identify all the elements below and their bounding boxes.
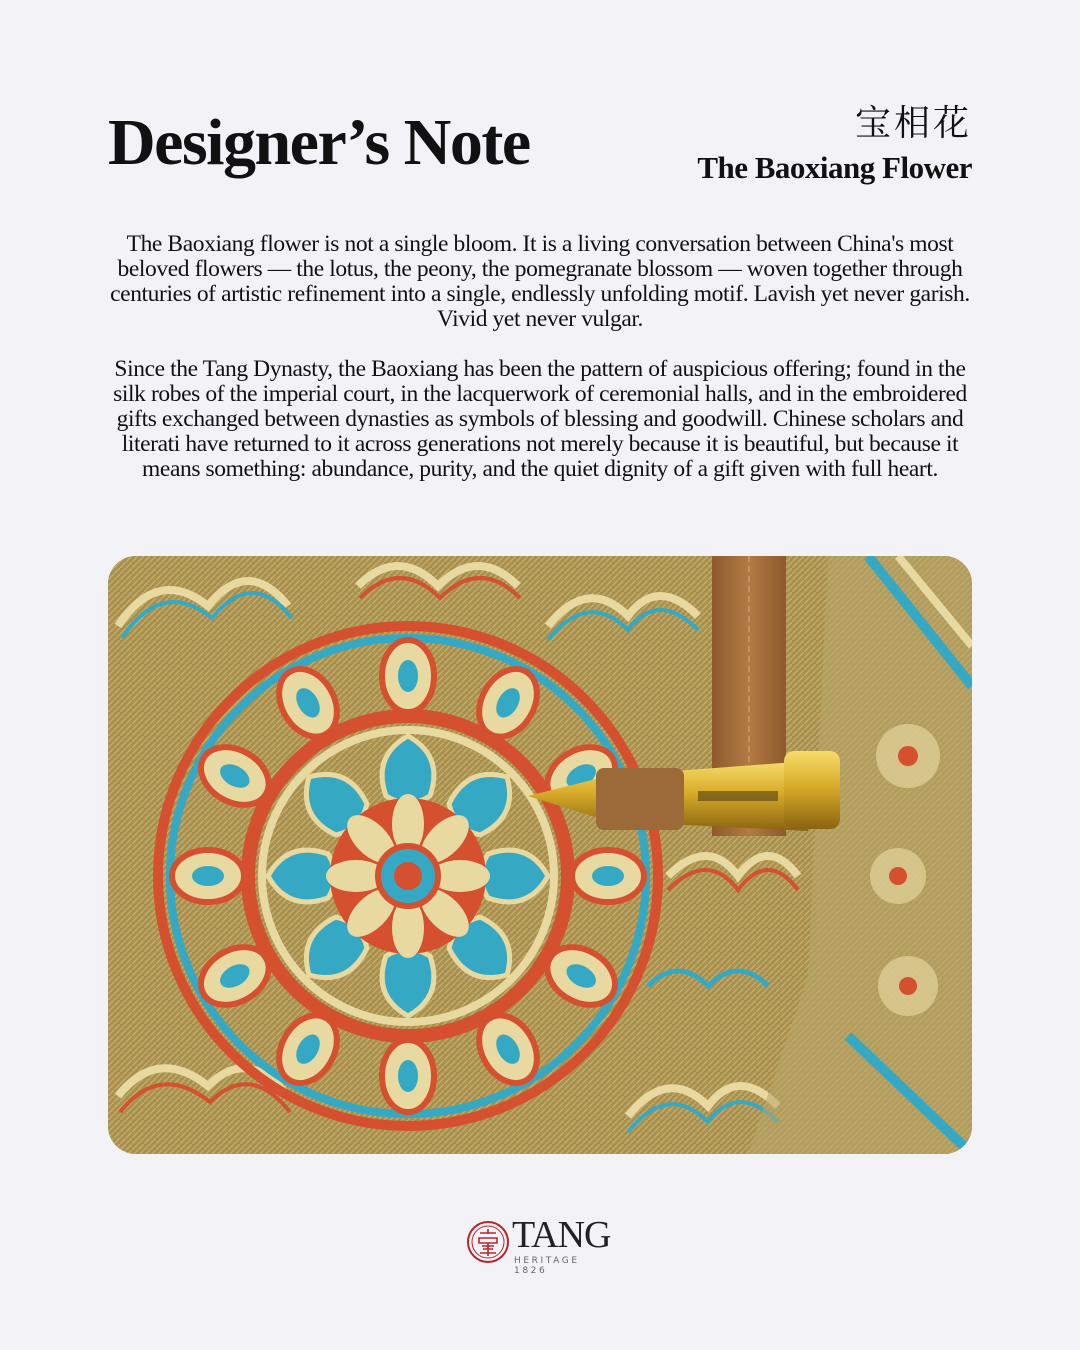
header (108, 100, 972, 210)
brand-logo (466, 1214, 616, 1276)
brocade-pattern-illustration (108, 556, 972, 1154)
baoxiang-medallion (158, 626, 658, 1126)
brand-tagline: HERITAGE 1826 (514, 1256, 580, 1276)
body-text (108, 232, 972, 507)
page-title: Designer’s Note (108, 106, 530, 179)
chinese-title: 宝相花 (854, 103, 972, 144)
subtitle-block (697, 104, 972, 186)
english-subtitle: The Baoxiang Flower (697, 149, 972, 185)
brocade-photo (108, 556, 972, 1154)
paragraph-history: Since the Tang Dynasty, the Baoxiang has been the pattern of auspicious offering; found in the silk robes of the imperial court, in the lacquerwork of ceremonial halls, and in the embroidered gifts exchanged between dynasties as symbols of blessing and goodwill. Chinese scholars and literati have returned to it across generations not merely because it is beautiful, but because it means something: abundance, purity, and the quiet dignity of a gift given with full heart. (113, 356, 967, 482)
paragraph-intro: The Baoxiang flower is not a single bloom. It is a living conversation between China's most beloved flowers — the lotus, the peony, the pomegranate blossom — woven together through centuries of artistic refinement into a single, endlessly unfolding motif. Lavish yet never garish. Vivid yet never vulgar. (110, 231, 970, 332)
tang-seal-icon (466, 1220, 510, 1264)
brand-name: TANG (512, 1214, 611, 1256)
